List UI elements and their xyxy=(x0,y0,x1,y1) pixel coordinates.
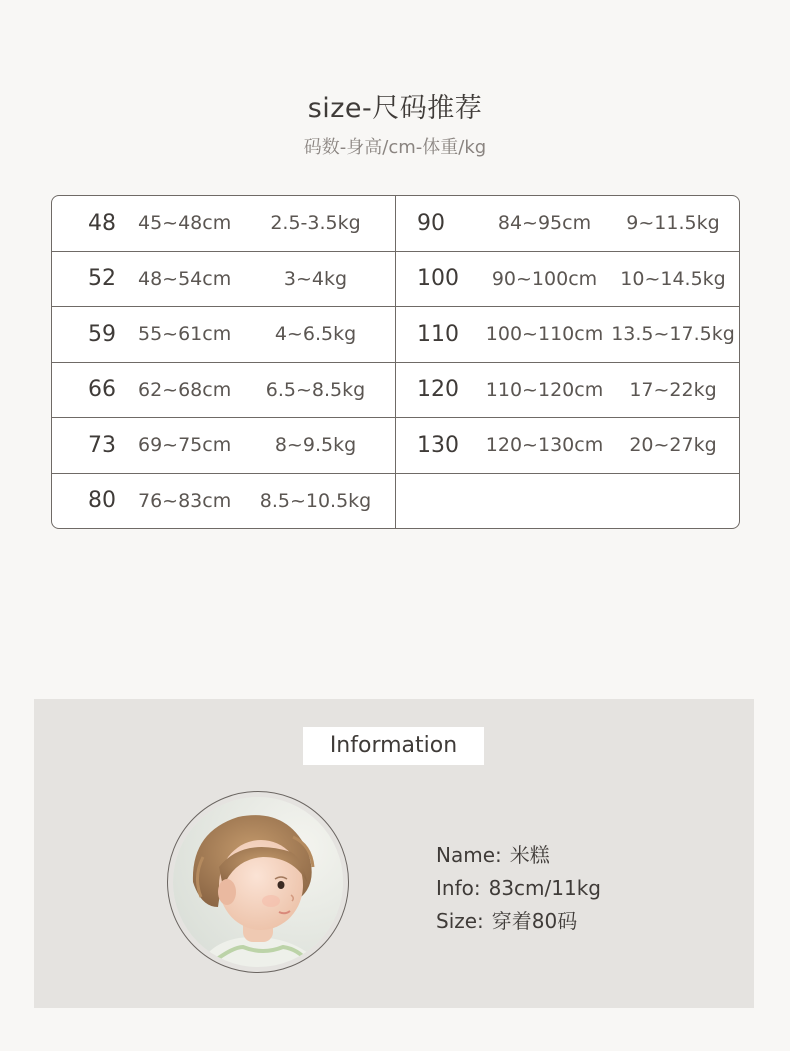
info-value: 83cm/11kg xyxy=(488,876,601,900)
weight-cell: 2.5-3.5kg xyxy=(270,212,361,235)
size-key: Size: xyxy=(436,909,484,933)
info-key: Info: xyxy=(436,876,481,900)
height-cell: 69~75cm xyxy=(138,434,232,457)
height-cell: 45~48cm xyxy=(138,212,232,235)
name-value: 米糕 xyxy=(509,843,550,867)
size-cell: 66 xyxy=(88,377,116,403)
weight-cell: 6.5~8.5kg xyxy=(265,378,366,401)
height-cell: 90~100cm xyxy=(491,267,598,290)
weight-cell: 13.5~17.5kg xyxy=(611,323,735,346)
weight-cell: 8~9.5kg xyxy=(274,434,357,457)
table-row xyxy=(396,252,739,308)
size-table-left-column xyxy=(52,196,396,528)
model-name-line xyxy=(436,839,601,872)
table-row xyxy=(52,418,395,474)
size-cell: 100 xyxy=(417,266,459,292)
model-info-line xyxy=(436,872,601,905)
weight-cell: 20~27kg xyxy=(629,434,717,457)
size-cell: 120 xyxy=(417,377,459,403)
table-row xyxy=(396,418,739,474)
table-row xyxy=(52,363,395,419)
size-cell: 110 xyxy=(417,321,459,347)
size-cell: 48 xyxy=(88,210,116,236)
avatar-frame xyxy=(167,791,349,973)
child-portrait-image xyxy=(173,797,343,967)
name-key: Name: xyxy=(436,843,502,867)
table-row xyxy=(52,252,395,308)
weight-cell: 8.5~10.5kg xyxy=(259,489,372,512)
page-subtitle: 码数-身高/cm-体重/kg xyxy=(303,137,487,158)
height-cell: 48~54cm xyxy=(138,267,232,290)
model-info-panel xyxy=(34,699,754,1008)
table-row xyxy=(52,474,395,529)
weight-cell: 10~14.5kg xyxy=(620,267,726,290)
table-row xyxy=(396,196,739,252)
table-row xyxy=(396,363,739,419)
height-cell: 84~95cm xyxy=(497,212,592,235)
size-table xyxy=(51,195,740,529)
size-cell: 59 xyxy=(88,321,116,347)
size-value: 穿着80码 xyxy=(491,909,578,933)
weight-cell: 4~6.5kg xyxy=(274,323,357,346)
weight-cell: 17~22kg xyxy=(629,378,717,401)
size-cell: 73 xyxy=(88,432,116,458)
height-cell: 55~61cm xyxy=(138,323,232,346)
table-row xyxy=(52,307,395,363)
model-details xyxy=(436,839,601,938)
size-cell: 90 xyxy=(417,210,445,236)
size-cell: 80 xyxy=(88,488,116,514)
avatar xyxy=(173,797,343,967)
weight-cell: 3~4kg xyxy=(283,267,348,290)
table-row xyxy=(396,307,739,363)
size-table-right-column xyxy=(396,196,739,528)
empty-table-cell xyxy=(396,474,739,529)
height-cell: 62~68cm xyxy=(138,378,232,401)
height-cell: 76~83cm xyxy=(138,489,232,512)
height-cell: 120~130cm xyxy=(485,434,604,457)
height-cell: 110~120cm xyxy=(485,378,604,401)
information-label: Information xyxy=(303,727,484,765)
size-cell: 130 xyxy=(417,432,459,458)
table-row xyxy=(52,196,395,252)
page-title: size-尺码推荐 xyxy=(307,93,483,124)
model-size-line xyxy=(436,905,601,938)
weight-cell: 9~11.5kg xyxy=(626,212,720,235)
size-cell: 52 xyxy=(88,266,116,292)
height-cell: 100~110cm xyxy=(485,323,604,346)
